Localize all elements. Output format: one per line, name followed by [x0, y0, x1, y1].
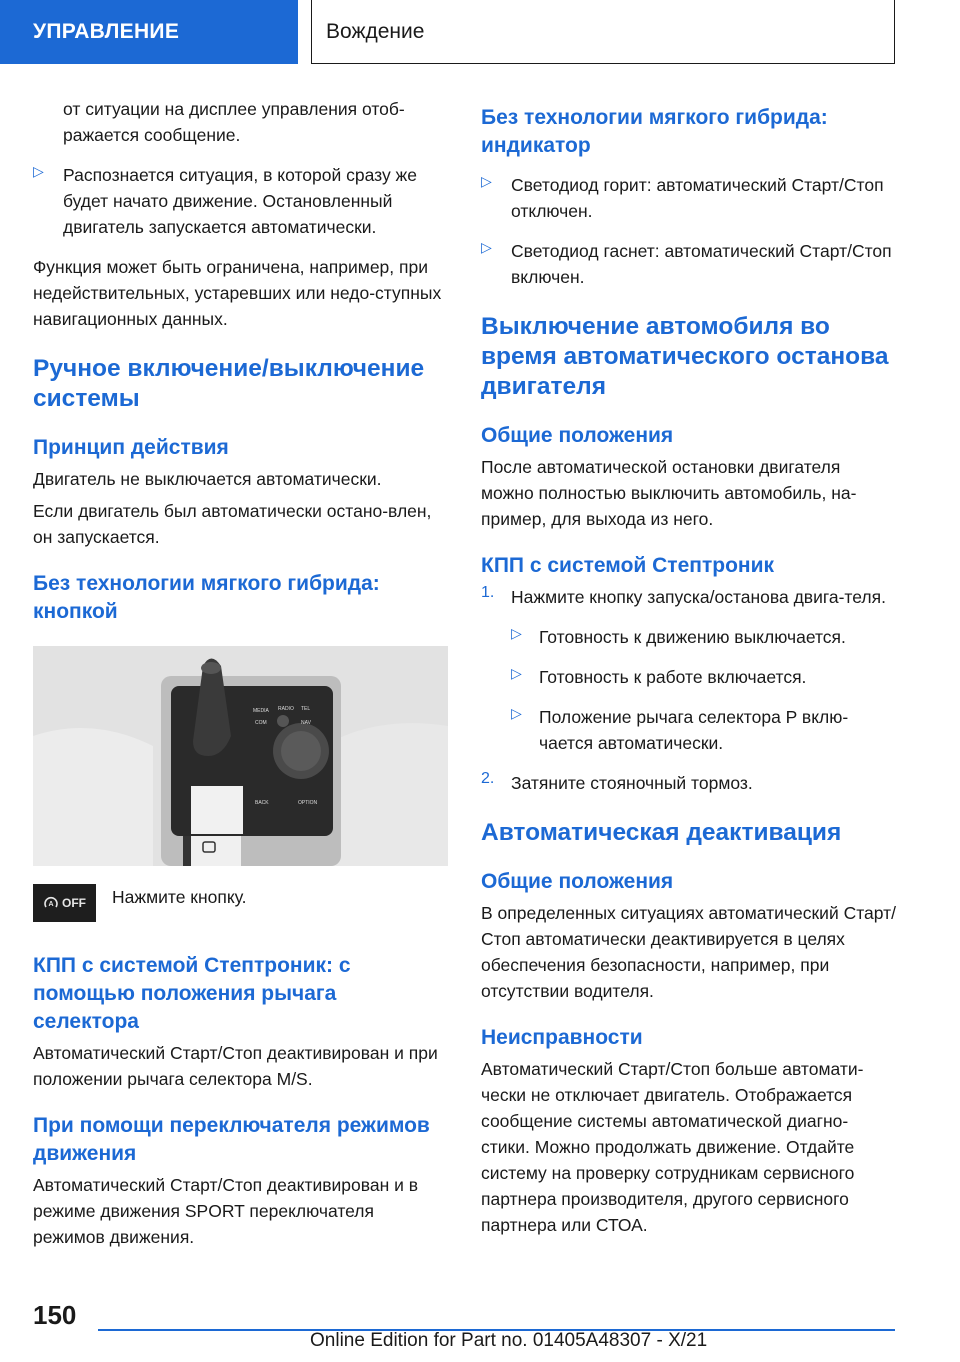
list-item-text: Положение рычага селектора P вклю-чается автоматически.: [539, 707, 849, 753]
paragraph: Двигатель не выключается автоматически.: [33, 469, 382, 489]
triangle-bullet-icon: ▷: [481, 239, 492, 255]
list-item: [33, 162, 448, 240]
subsection-heading: Общие положения: [481, 424, 674, 447]
console-label: OPTION: [298, 800, 318, 806]
list-item: [481, 172, 896, 224]
list-item-text: Светодиод горит: автоматический Старт/Стоп отключен.: [511, 175, 884, 221]
triangle-bullet-icon: ▷: [511, 665, 522, 681]
step-number: 2.: [481, 770, 495, 787]
gear-selector-photo: [33, 646, 448, 866]
step-text: Нажмите кнопку запуска/останова двига-теля.: [511, 587, 886, 607]
press-button-row: [33, 884, 448, 922]
console-label: NAV: [301, 720, 311, 726]
list-item-text: Распознается ситуация, в которой сразу же будет начато движение. Остановленный двигатель запускается автоматически.: [63, 165, 417, 237]
paragraph: Автоматический Старт/Стоп деактивирован и при положении рычага селектора M/S.: [33, 1043, 438, 1089]
section-heading: Автоматическая деактивация: [481, 819, 842, 846]
list-item-text: Готовность к работе включается.: [539, 667, 807, 687]
list-item-text: Готовность к движению выключается.: [539, 627, 846, 647]
paragraph: Автоматический Старт/Стоп деактивирован и в режиме движения SPORT переключателя режимов движения.: [33, 1175, 419, 1247]
triangle-bullet-icon: ▷: [511, 705, 522, 721]
list-item-text: Светодиод гаснет: автоматический Старт/Стоп включен.: [511, 241, 892, 287]
auto-a-symbol-icon: [43, 895, 59, 911]
page-number: 150: [33, 1300, 77, 1330]
step-number: 1.: [481, 584, 495, 601]
list-item: [481, 624, 896, 650]
subsection-heading: Общие положения: [481, 870, 674, 893]
console-label: MEDIA: [253, 708, 269, 714]
triangle-bullet-icon: ▷: [511, 625, 522, 641]
subsection-heading: Принцип действия: [33, 436, 229, 459]
section-heading: Ручное включение/выключение системы: [33, 355, 425, 412]
auto-start-stop-off-icon: [33, 884, 96, 922]
console-label: BACK: [255, 800, 269, 806]
subsection-heading: КПП с системой Стептроник: [481, 554, 774, 577]
subsection-heading: Без технологии мягкого гибрида: индикатор: [481, 106, 828, 157]
paragraph: После автоматической остановки двигателя можно полностью выключить автомобиль, на-пример, для выхода из него.: [481, 457, 857, 529]
off-label: OFF: [62, 896, 86, 910]
triangle-bullet-icon: ▷: [481, 173, 492, 189]
list-item: [481, 238, 896, 290]
paragraph: Если двигатель был автоматически остано-влен, он запускается.: [33, 501, 432, 547]
svg-text:A: A: [48, 901, 54, 908]
left-column: [33, 96, 448, 1264]
instruction-text: Нажмите кнопку.: [112, 887, 247, 907]
paragraph: Автоматический Старт/Стоп больше автомати-чески не отключает двигатель. Отображается сообщение системы автоматической диагно-стики. Можно продолжать движение. Отдайте систему на проверку сотрудникам сервисного партнера производителя, другого сервисного партнера или СТОА.: [481, 1059, 864, 1235]
console-label: COM: [255, 720, 267, 726]
subsection-heading: Неисправности: [481, 1026, 643, 1049]
list-item: [481, 704, 896, 756]
section-heading: Выключение автомобиля во время автоматического останова двигателя: [481, 313, 889, 400]
numbered-step: [481, 584, 896, 610]
step-text: Затяните стояночный тормоз.: [511, 773, 753, 793]
list-item: [481, 664, 896, 690]
footer-edition-link[interactable]: Online Edition for Part no. 01405A48307 - X/21: [310, 1330, 708, 1351]
paragraph: Функция может быть ограничена, например, при недействительных, устаревших или недо-ступных навигационных данных.: [33, 257, 442, 329]
subsection-heading: Без технологии мягкого гибрида: кнопкой: [33, 572, 380, 623]
right-column: [481, 96, 896, 1252]
triangle-bullet-icon: ▷: [33, 163, 44, 179]
numbered-step: [481, 770, 896, 796]
subsection-heading: При помощи переключателя режимов движения: [33, 1114, 430, 1165]
console-label: TEL: [301, 706, 311, 712]
console-label: RADIO: [278, 706, 294, 712]
subsection-heading: КПП с системой Стептроник: с помощью положения рычага селектора: [33, 954, 351, 1033]
header-section-tab: УПРАВЛЕНИЕ: [0, 0, 298, 64]
continued-text: от ситуации на дисплее управления отоб-ражается сообщение.: [63, 99, 405, 145]
paragraph: В определенных ситуациях автоматический Старт/Стоп автоматически деактивируется в целях обеспечения безопасности, например, при отсутствии водителя.: [481, 903, 897, 1001]
header-title: Вождение: [311, 0, 895, 64]
console-illustration: [33, 646, 448, 866]
